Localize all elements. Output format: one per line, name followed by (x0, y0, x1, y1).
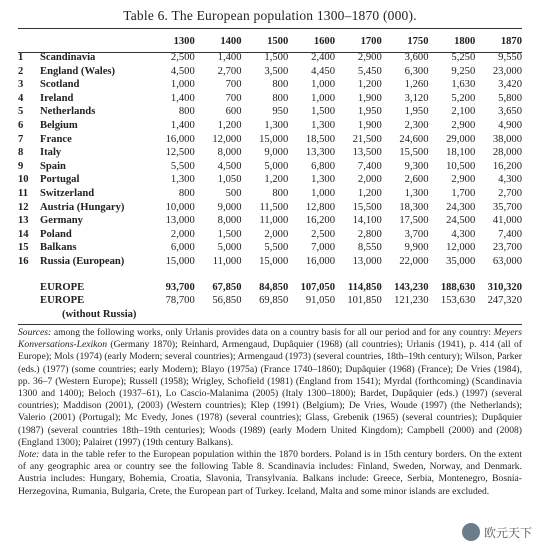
population-cell: 2,500 (311, 228, 335, 240)
population-cell: 12,500 (165, 147, 195, 159)
header-year: 1750 (407, 36, 429, 47)
population-cell: 11,000 (212, 255, 242, 267)
header-country (40, 31, 148, 51)
population-cell: 2,900 (357, 52, 382, 63)
population-cell: 1,000 (311, 187, 335, 199)
population-cell: 2,900 (451, 174, 476, 186)
row-number: 3 (18, 79, 24, 91)
table-row (18, 228, 522, 242)
total-cell: 188,630 (440, 281, 476, 293)
population-cell: 1,200 (357, 187, 382, 199)
population-cell: 9,550 (498, 52, 522, 63)
header-year: 1400 (220, 36, 242, 47)
header-year: 1500 (267, 36, 289, 47)
population-cell: 1,200 (217, 119, 242, 131)
total-cell: 153,630 (440, 295, 476, 307)
population-cell: 9,000 (217, 201, 242, 213)
country-name: Italy (40, 147, 62, 159)
row-number: 5 (18, 106, 24, 118)
population-cell: 500 (225, 187, 242, 199)
table-row (18, 187, 522, 201)
total-cell: 78,700 (165, 295, 195, 307)
country-name: Austria (Hungary) (40, 201, 125, 213)
population-cell: 21,500 (352, 133, 382, 145)
total-cell: 310,320 (487, 281, 522, 293)
population-cell: 4,500 (217, 160, 242, 172)
population-cell: 24,500 (446, 215, 476, 227)
header-year: 1300 (173, 36, 195, 47)
total-cell: 121,230 (394, 295, 429, 307)
total-cell: 247,320 (487, 295, 522, 307)
population-cell: 1,200 (264, 174, 289, 186)
population-cell: 2,500 (170, 52, 195, 63)
population-cell: 7,000 (311, 242, 335, 254)
total-cell: 56,850 (212, 295, 242, 307)
country-name: Portugal (40, 174, 80, 186)
note-text: data in the table refer to the European population within the 1870 borders. Poland is in 15th century borders. On the extent of any geographic area or country see the following Table 8. Scandinavia includes: Finland, Sweden, Norway, and Denmark. Austria includes: Hungary, Bohemia, Croatia, Slavonia, Transylvania. Balkans include: Greece, Serbia, Montenegro, Bosnia-Herzegovina, Rumania, Bulgaria, Crete, the European part of Turkey. Iceland, Malta and some minor islands are excluded. (18, 449, 522, 497)
population-cell: 10,000 (165, 201, 195, 213)
table-row (18, 78, 522, 92)
watermark-logo-icon (462, 523, 480, 541)
population-cell: 13,000 (165, 215, 195, 227)
population-cell: 5,000 (264, 160, 289, 172)
population-cell: 1,260 (404, 79, 429, 91)
population-cell: 2,800 (357, 228, 382, 240)
population-cell: 15,000 (259, 133, 289, 145)
population-cell: 1,200 (357, 79, 382, 91)
population-cell: 35,700 (492, 201, 522, 213)
population-cell: 8,000 (217, 215, 242, 227)
country-name: Balkans (40, 242, 77, 254)
row-number: 10 (18, 174, 29, 186)
population-cell: 5,450 (357, 65, 382, 77)
country-name: Spain (40, 160, 66, 172)
country-name: Netherlands (40, 106, 96, 118)
population-cell: 1,050 (217, 174, 242, 186)
population-cell: 2,400 (311, 52, 335, 63)
total-row (18, 294, 522, 321)
row-number: 9 (18, 160, 24, 172)
row-number: 2 (18, 65, 24, 77)
population-cell: 1,300 (311, 174, 335, 186)
population-cell: 1,000 (170, 79, 195, 91)
population-cell: 4,300 (451, 228, 476, 240)
sources-label: Sources: (18, 327, 52, 338)
population-cell: 15,500 (352, 201, 382, 213)
population-cell: 12,000 (212, 133, 242, 145)
population-cell: 2,700 (217, 65, 242, 77)
total-cell: 101,850 (347, 295, 382, 307)
population-cell: 24,300 (446, 201, 476, 213)
sources-italic-title: Meyers Konversations-Lexikon (18, 327, 522, 351)
population-cell: 13,300 (305, 147, 335, 159)
population-cell: 800 (272, 187, 289, 199)
country-name: Russia (European) (40, 255, 125, 267)
bottom-rule (18, 324, 522, 325)
population-cell: 6,300 (404, 65, 429, 77)
table-row (18, 146, 522, 160)
population-cell: 29,000 (446, 133, 476, 145)
population-cell: 2,000 (357, 174, 382, 186)
population-cell: 8,550 (357, 242, 382, 254)
country-name: Poland (40, 228, 72, 240)
population-cell: 9,250 (451, 65, 476, 77)
population-cell: 5,250 (451, 52, 476, 63)
population-cell: 18,300 (399, 201, 429, 213)
population-cell: 800 (178, 106, 195, 118)
population-cell: 2,000 (264, 228, 289, 240)
table-row (18, 51, 522, 65)
population-cell: 1,400 (217, 52, 242, 63)
row-number: 13 (18, 215, 29, 227)
population-cell: 800 (272, 92, 289, 104)
population-cell: 23,000 (492, 65, 522, 77)
population-cell: 28,000 (492, 147, 522, 159)
country-name: Belgium (40, 119, 78, 131)
table-row (18, 92, 522, 106)
population-cell: 1,950 (357, 106, 382, 118)
population-cell: 8,000 (217, 147, 242, 159)
row-number: 1 (18, 52, 24, 63)
table-row (18, 201, 522, 215)
population-cell: 24,600 (399, 133, 429, 145)
population-cell: 16,000 (165, 133, 195, 145)
population-cell: 2,600 (404, 174, 429, 186)
total-num-blank (18, 281, 40, 295)
population-cell: 63,000 (492, 255, 522, 267)
country-name: Scandinavia (40, 52, 96, 63)
population-cell: 12,000 (446, 242, 476, 254)
country-name: France (40, 133, 72, 145)
total-cell: 69,850 (259, 295, 289, 307)
note-label: Note: (18, 449, 40, 461)
header-rule (18, 52, 522, 53)
population-cell: 2,700 (498, 187, 522, 199)
spacer-row (18, 269, 522, 281)
population-cell: 1,630 (451, 79, 476, 91)
sources-paragraph (18, 327, 522, 449)
table-row (18, 133, 522, 147)
population-cell: 1,950 (404, 106, 429, 118)
watermark (462, 523, 532, 541)
table-row (18, 255, 522, 269)
total-cell: 67,850 (212, 281, 242, 293)
population-cell: 800 (272, 79, 289, 91)
header-year: 1870 (500, 36, 522, 47)
population-cell: 17,500 (399, 215, 429, 227)
row-number: 15 (18, 242, 29, 254)
population-cell: 15,500 (399, 147, 429, 159)
watermark-text: 欧元天下 (483, 525, 532, 540)
total-label-main: EUROPE (40, 295, 85, 307)
population-cell: 18,500 (305, 133, 335, 145)
population-cell: 3,120 (404, 92, 429, 104)
population-cell: 7,400 (357, 160, 382, 172)
population-cell: 15,000 (165, 255, 195, 267)
country-name: England (Wales) (40, 65, 116, 77)
population-cell: 14,100 (352, 215, 382, 227)
population-cell: 1,700 (451, 187, 476, 199)
row-number: 6 (18, 119, 24, 131)
population-cell: 11,500 (259, 201, 289, 213)
population-cell: 1,000 (311, 92, 335, 104)
table-row (18, 241, 522, 255)
population-cell: 1,400 (170, 92, 195, 104)
table-row (18, 160, 522, 174)
population-cell: 18,100 (446, 147, 476, 159)
population-cell: 600 (225, 106, 242, 118)
total-cell: 114,850 (347, 281, 382, 293)
population-cell: 1,400 (170, 119, 195, 131)
total-cell: 91,050 (305, 295, 335, 307)
population-cell: 1,900 (357, 92, 382, 104)
row-number: 14 (18, 228, 29, 240)
sources-text-2: (Germany 1870); Reinhard, Armengaud, Dupâquier (1968) (all countries); Urlanis (1941), p. 414 (all of Europe); Mols (1974) (early Modern; several countries); Armengaud (1973) (several countries, 18th–19th century); Wilson, Parker (eds.) (1977) (some countries; early Modern); Blayo (1975a) (France 1740–1860); Dupâquier (1968) (France); De Vries (1984), pp. 36–7 (Western Europe); Russell (1958); Wrigley, Schofield (1981) (England from 1541); Myrdal (forthcoming) (Scandinavia 1300 and 1400); Beloch (1937–61), Lo Cascio-Malanima (2005) (Italy 1300–1800); Bardet, Dupâquier (eds.) (1997) (several countries); Maddison (2001), (2003) (Western countries); Klep (1991) (Belgium); De Vries, Woude (1997) (the Netherlands); Valerio (2001) (Portugal); Mc Evedy, Jones (1978) (several countries); Glass, Grebenik (1965) (several countries); Dupâquier (1987) (several countries 18th–19th centuries); Woods (1989) (early Modern United Kingdom); Campbell (2000) and (2008) (England 1300); Palairet (1997) (19th century Balkans). (18, 339, 522, 448)
population-cell: 22,000 (399, 255, 429, 267)
table-row (18, 119, 522, 133)
total-num-blank (18, 294, 40, 321)
population-cell: 5,200 (451, 92, 476, 104)
population-cell: 700 (225, 92, 242, 104)
population-cell: 16,000 (305, 255, 335, 267)
total-cell: 143,230 (394, 281, 429, 293)
population-cell: 13,000 (352, 255, 382, 267)
population-cell: 1,900 (357, 119, 382, 131)
population-cell: 5,000 (217, 242, 242, 254)
population-cell: 1,300 (404, 187, 429, 199)
population-cell: 1,500 (217, 228, 242, 240)
population-cell: 2,100 (451, 106, 476, 118)
row-number: 8 (18, 147, 24, 159)
table-row (18, 105, 522, 119)
population-cell: 9,900 (404, 242, 429, 254)
population-cell: 6,000 (170, 242, 195, 254)
row-number: 4 (18, 92, 24, 104)
population-cell: 5,500 (170, 160, 195, 172)
country-name: Germany (40, 215, 83, 227)
country-name: Scotland (40, 79, 80, 91)
population-cell: 3,600 (404, 52, 429, 63)
population-cell: 2,300 (404, 119, 429, 131)
row-number: 7 (18, 133, 24, 145)
population-cell: 11,000 (259, 215, 289, 227)
population-cell: 800 (178, 187, 195, 199)
population-cell: 5,800 (498, 92, 522, 104)
population-cell: 4,900 (498, 119, 522, 131)
population-cell: 1,300 (264, 119, 289, 131)
header-row (18, 31, 522, 51)
country-name: Switzerland (40, 187, 95, 199)
top-rule (18, 28, 522, 29)
total-cell: 107,050 (300, 281, 335, 293)
population-cell: 700 (225, 79, 242, 91)
population-cell: 4,500 (170, 65, 195, 77)
row-number: 12 (18, 201, 29, 213)
population-cell: 13,500 (352, 147, 382, 159)
population-cell: 1,500 (264, 52, 289, 63)
row-number: 16 (18, 255, 29, 267)
population-cell: 1,000 (311, 79, 335, 91)
population-cell: 35,000 (446, 255, 476, 267)
header-year: 1800 (454, 36, 476, 47)
population-table (18, 31, 522, 321)
population-cell: 4,450 (311, 65, 335, 77)
header-year: 1700 (360, 36, 382, 47)
population-cell: 3,650 (498, 106, 522, 118)
population-cell: 12,800 (305, 201, 335, 213)
population-cell: 1,300 (170, 174, 195, 186)
population-cell: 10,500 (446, 160, 476, 172)
population-cell: 3,420 (498, 79, 522, 91)
note-paragraph (18, 449, 522, 498)
notes-block (18, 327, 522, 498)
population-cell: 15,000 (259, 255, 289, 267)
population-cell: 2,000 (170, 228, 195, 240)
population-cell: 3,500 (264, 65, 289, 77)
header-num (18, 31, 40, 51)
total-label-sub: (without Russia) (62, 308, 137, 320)
population-cell: 1,500 (311, 106, 335, 118)
total-label (40, 281, 148, 295)
population-cell: 23,700 (492, 242, 522, 254)
table-row (18, 214, 522, 228)
row-number: 11 (18, 187, 29, 199)
total-label-main: EUROPE (40, 281, 85, 293)
sources-text-1: among the following works, only Urlanis provides data on a country basis for all our period and for any country: (51, 327, 494, 338)
population-cell: 7,400 (498, 228, 522, 240)
total-label (40, 294, 148, 321)
population-cell: 950 (272, 106, 289, 118)
header-year: 1600 (313, 36, 335, 47)
population-cell: 16,200 (492, 160, 522, 172)
population-cell: 4,300 (498, 174, 522, 186)
population-cell: 16,200 (305, 215, 335, 227)
population-cell: 9,300 (404, 160, 429, 172)
table-title: Table 6. The European population 1300–1870 (000). (123, 8, 417, 23)
population-cell: 1,300 (311, 119, 335, 131)
population-cell: 5,500 (264, 242, 289, 254)
total-cell: 93,700 (165, 281, 195, 293)
table-row (18, 65, 522, 79)
population-cell: 38,000 (492, 133, 522, 145)
total-row (18, 281, 522, 295)
population-cell: 6,800 (311, 160, 335, 172)
population-cell: 2,900 (451, 119, 476, 131)
population-cell: 3,700 (404, 228, 429, 240)
table-row (18, 173, 522, 187)
population-cell: 41,000 (492, 215, 522, 227)
total-cell: 84,850 (259, 281, 289, 293)
country-name: Ireland (40, 92, 74, 104)
population-cell: 9,000 (264, 147, 289, 159)
